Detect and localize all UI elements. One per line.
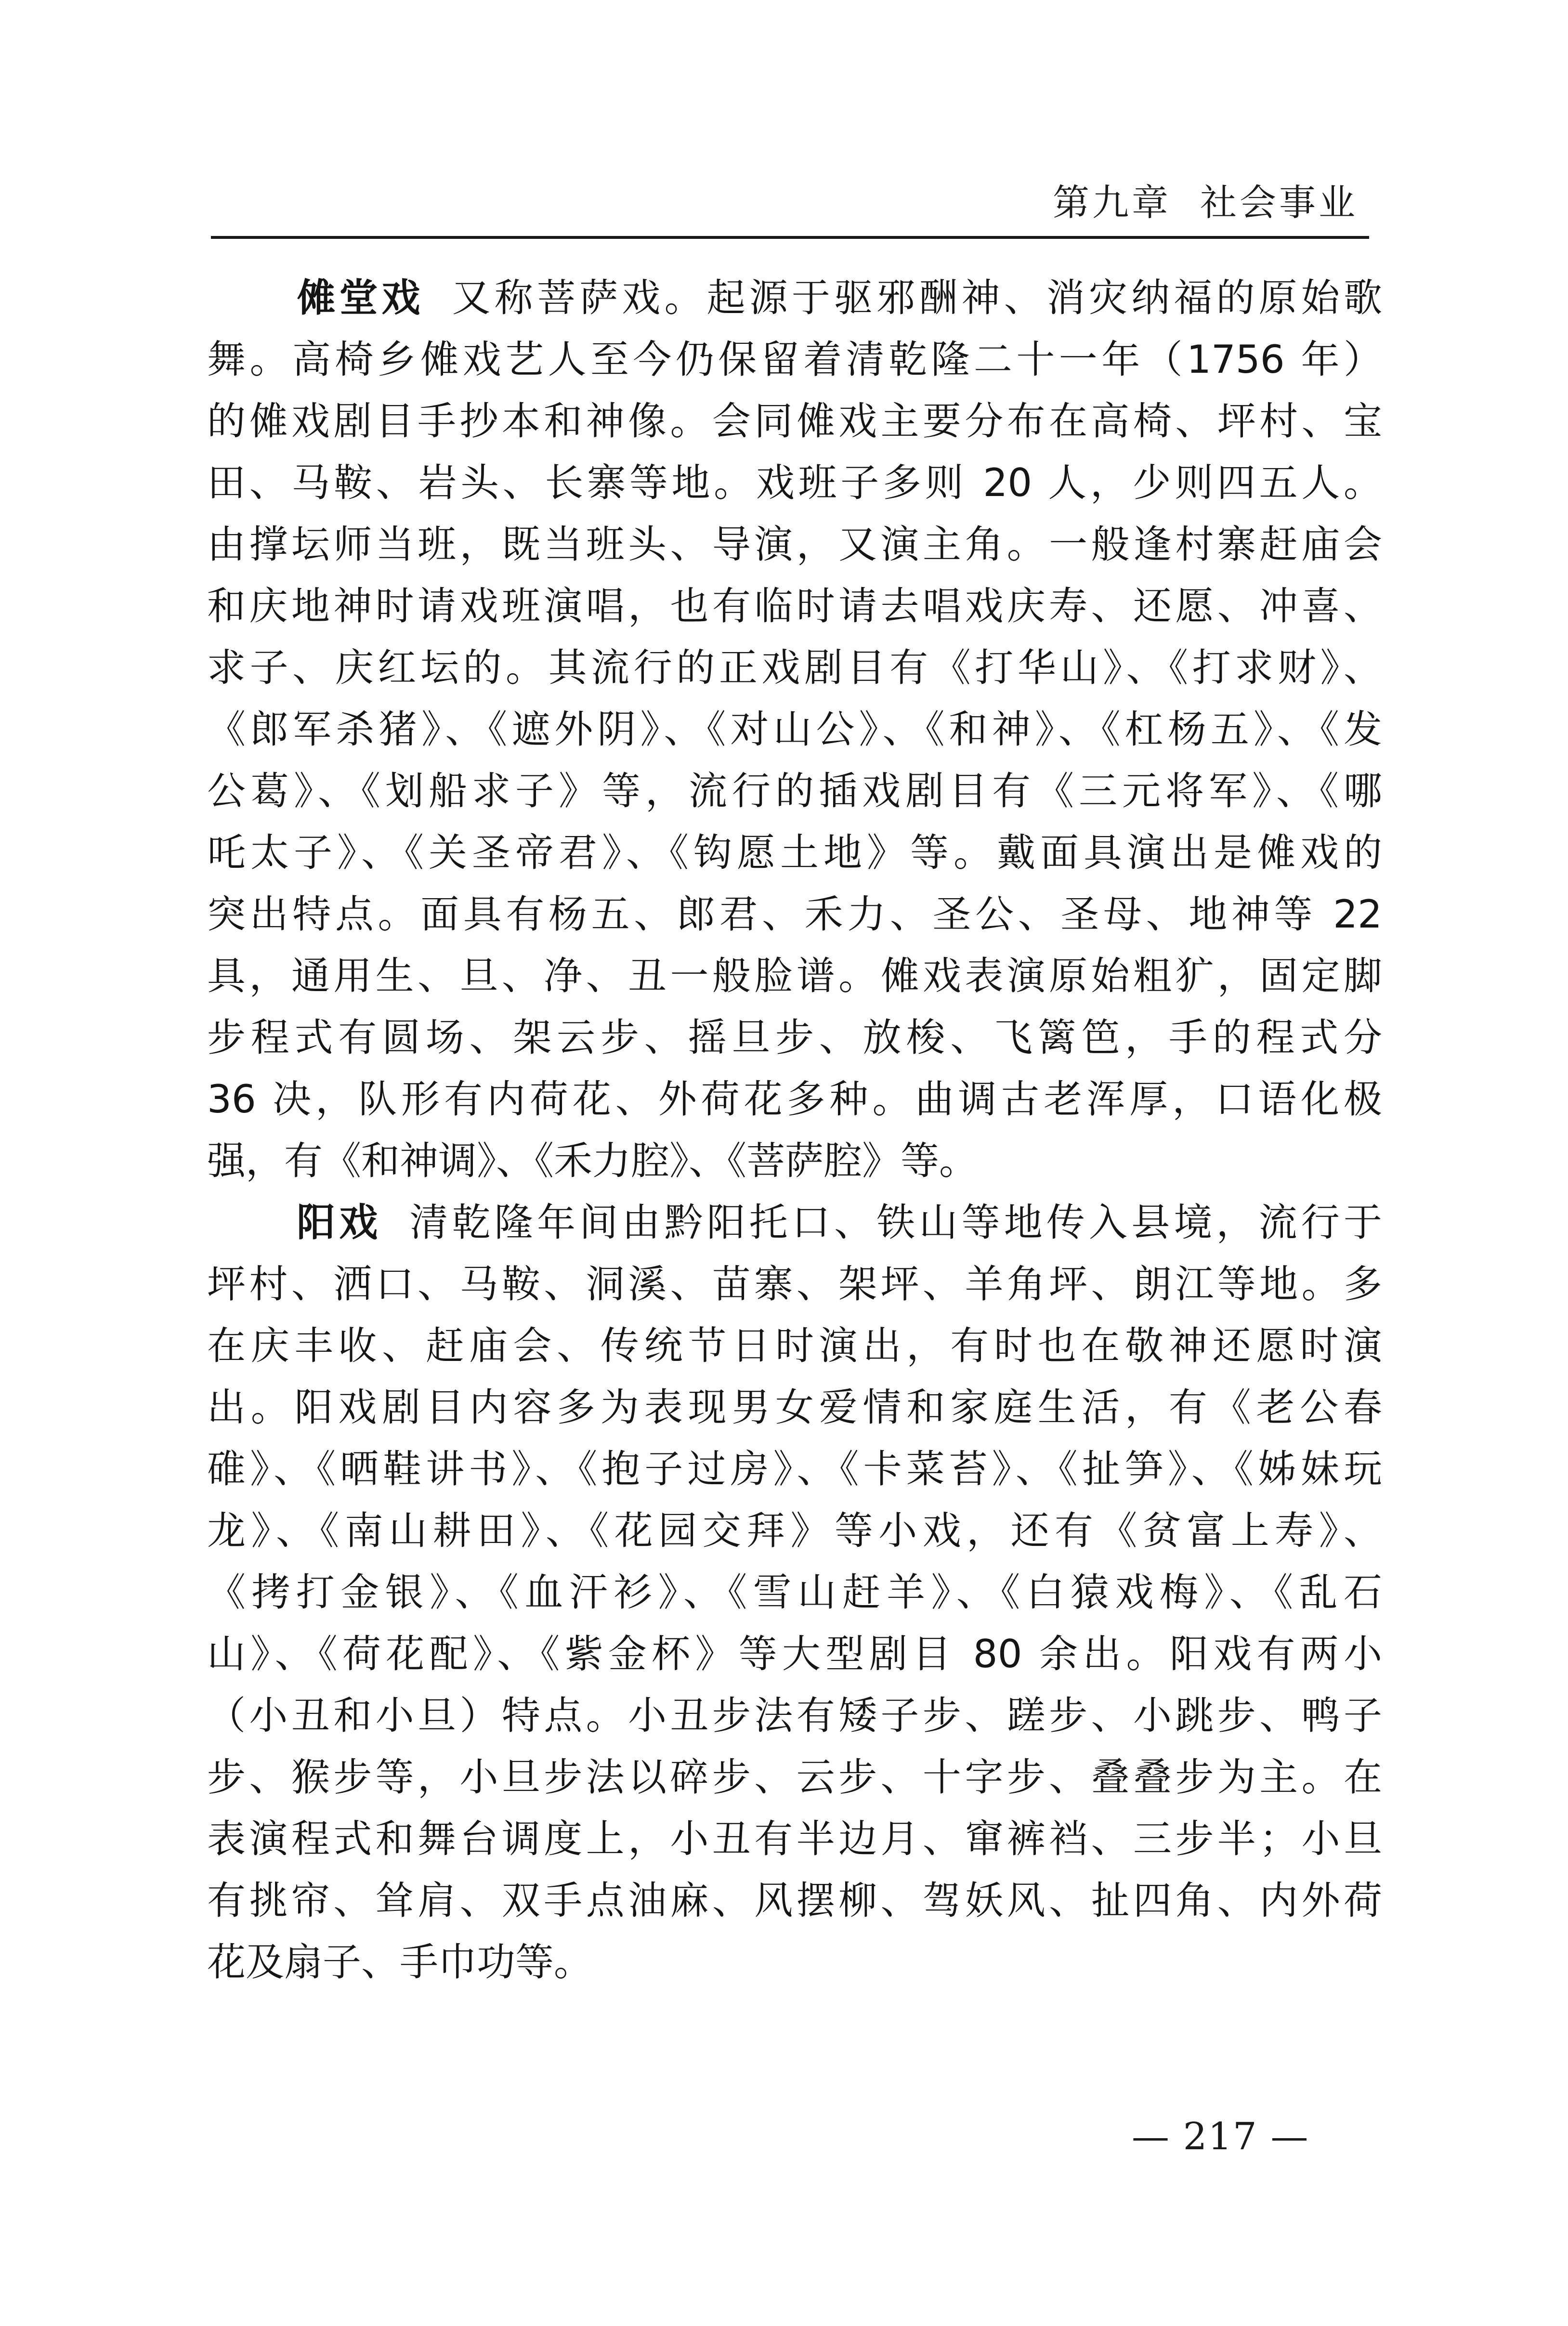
- text-line: 碓》、《晒鞋讲书》、《抱子过房》、《卡菜苔》、《扯笋》、《姊妹玩: [207, 1447, 1382, 1491]
- text-line: 步程式有圆场、架云步、摇旦步、放梭、飞篱笆，手的程式分: [207, 1015, 1382, 1060]
- text-line: 《郎军杀猪》、《遮外阴》、《对山公》、《和神》、《杠杨五》、《发: [207, 707, 1382, 752]
- text-line: （小丑和小旦）特点。小丑步法有矮子步、蹉步、小跳步、鸭子: [207, 1693, 1382, 1738]
- running-header: [0, 173, 1358, 226]
- entry-term: 阳戏: [293, 1200, 382, 1245]
- text-line: 强，有《和神调》、《禾力腔》、《菩萨腔》等。: [207, 1138, 978, 1183]
- text-line: 又称菩萨戏。起源于驱邪酬神、消灾纳福的原始歌: [452, 275, 1382, 320]
- text-line: 步、猴步等，小旦步法以碎步、云步、十字步、叠叠步为主。在: [207, 1755, 1382, 1800]
- text-line: 龙》、《南山耕田》、《花园交拜》等小戏，还有《贫富上寿》、: [207, 1508, 1382, 1553]
- text-line: 舞。高椅乡傩戏艺人至今仍保留着清乾隆二十一年（1756 年）: [207, 337, 1382, 382]
- text-line: 坪村、洒口、马鞍、洞溪、苗寨、架坪、羊角坪、朗江等地。多: [207, 1262, 1382, 1307]
- paragraph-first-line: [207, 1192, 1382, 1254]
- text-line: 求子、庆红坛的。其流行的正戏剧目有《打华山》、《打求财》、: [207, 645, 1382, 690]
- paragraph-first-line: [207, 267, 1382, 329]
- text-line: 吒太子》、《关圣帝君》、《钩愿土地》等。戴面具演出是傩戏的: [207, 830, 1382, 875]
- text-line: 山》、《荷花配》、《紫金杯》等大型剧目 80 余出。阳戏有两小: [207, 1632, 1382, 1676]
- text-line: 和庆地神时请戏班演唱，也有临时请去唱戏庆寿、还愿、冲喜、: [207, 584, 1382, 628]
- text-line: 《拷打金银》、《血汗衫》、《雪山赶羊》、《白猿戏梅》、《乱石: [207, 1570, 1382, 1615]
- entry-term: 傩堂戏: [293, 275, 424, 320]
- header-rule: [211, 236, 1369, 239]
- text-line: 的傩戏剧目手抄本和神像。会同傩戏主要分布在高椅、坪村、宝: [207, 399, 1382, 444]
- text-line: 表演程式和舞台调度上，小丑有半边月、窜裤裆、三步半；小旦: [207, 1816, 1382, 1861]
- text-line: 清乾隆年间由黔阳托口、铁山等地传入县境，流行于: [409, 1200, 1383, 1245]
- text-line: 在庆丰收、赶庙会、传统节日时演出，有时也在敬神还愿时演: [207, 1323, 1382, 1368]
- text-line: 由撑坛师当班，既当班头、导演，又演主角。一般逢村寨赶庙会: [207, 522, 1382, 567]
- text-line: 公葛》、《划船求子》等，流行的插戏剧目有《三元将军》、《哪: [207, 769, 1382, 813]
- text-line: 具，通用生、旦、净、丑一般脸谱。傩戏表演原始粗犷，固定脚: [207, 954, 1382, 998]
- page-number: — 217 —: [1132, 2115, 1309, 2158]
- body-text: [207, 267, 1382, 1993]
- text-line: 36 决，队形有内荷花、外荷花多种。曲调古老浑厚，口语化极: [207, 1077, 1382, 1122]
- chapter-title: 社会事业: [1200, 181, 1358, 224]
- text-line: 田、马鞍、岩头、长寨等地。戏班子多则 20 人，少则四五人。: [207, 460, 1382, 505]
- chapter-number: 第九章: [1053, 181, 1171, 224]
- text-line: 有挑帘、耸肩、双手点油麻、风摆柳、驾妖风、扯四角、内外荷: [207, 1878, 1382, 1923]
- text-line: 花及扇子、手巾功等。: [207, 1940, 592, 1985]
- text-line: 出。阳戏剧目内容多为表现男女爱情和家庭生活，有《老公春: [207, 1385, 1382, 1430]
- text-line: 突出特点。面具有杨五、郎君、禾力、圣公、圣母、地神等 22: [207, 892, 1382, 937]
